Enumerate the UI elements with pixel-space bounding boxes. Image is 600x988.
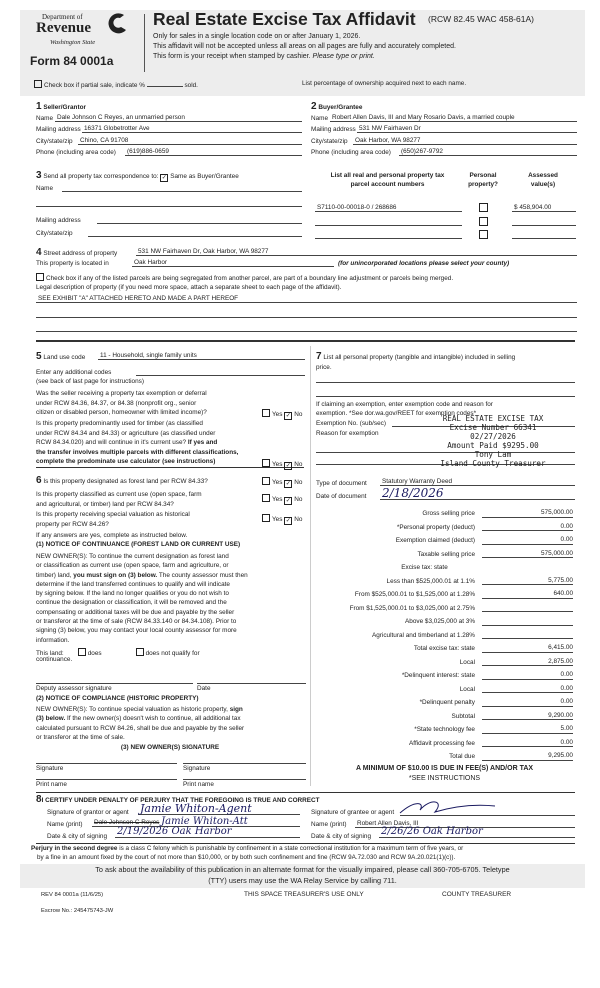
section-divider (36, 843, 575, 844)
print-name-label: Print name (36, 781, 67, 788)
partial-sale-checkbox[interactable] (34, 80, 42, 88)
personal-property-label: List all personal property (tangible and intangible) included in selling (323, 354, 516, 361)
yes-no-answer[interactable] (262, 409, 302, 420)
yes-no-answer[interactable] (262, 477, 302, 488)
property-location-field[interactable]: Oak Harbor (132, 260, 334, 267)
finance-label: Local (459, 658, 475, 666)
intro-line: This affidavit will not be accepted unless all areas on all pages are fully and accurately completed. (153, 43, 456, 50)
yes-label: Yes (272, 411, 283, 418)
buyer-name-field[interactable]: Robert Allen Davis, III and Mary Rosario Davis, a married couple (330, 115, 577, 122)
finance-value-field[interactable]: 0.00 (482, 699, 573, 707)
finance-label: *Personal property (deduct) (396, 523, 475, 531)
no-label: No (294, 479, 303, 486)
finance-value-field[interactable]: 2,875.00 (482, 659, 573, 667)
finance-label: Less than $525,000.01 at 1.1% (386, 577, 475, 585)
finance-value-field[interactable]: 5,775.00 (482, 578, 573, 586)
assessed-header-line: value(s) (530, 180, 556, 188)
buyer-mailing-field[interactable]: 531 NW Fairhaven Dr (357, 126, 577, 133)
state-label: Washington State (50, 39, 96, 46)
assessed-value-field[interactable]: $ 458,904.00 (512, 205, 576, 212)
print-name-label: Print name (183, 781, 214, 788)
no-checkbox[interactable]: ✓ (285, 463, 291, 469)
notice-compliance-title: (2) NOTICE OF COMPLIANCE (HISTORIC PROPERTY) (36, 695, 199, 702)
seller-city-field[interactable]: Chino, CA 91708 (78, 138, 302, 145)
finance-value-field[interactable] (482, 632, 573, 640)
notice-line: NEW OWNER(S): To continue special valuation as historic property, sign (36, 706, 243, 713)
tax-mailing-field[interactable] (97, 217, 302, 224)
partial-percent-field[interactable] (147, 86, 183, 87)
field-label: Mailing address (36, 126, 81, 133)
q-forest: Is this property designated as forest land per RCW 84.33? (43, 478, 208, 485)
doc-date-label: Date of document (316, 493, 367, 500)
finance-value-field[interactable]: 0.00 (482, 686, 573, 694)
buyer-phone-field[interactable]: (650)267-9792 (399, 149, 577, 156)
section-number: 5 (36, 351, 42, 362)
personal-header (463, 172, 503, 190)
tax-name-field-2[interactable] (36, 200, 302, 207)
property-address-field[interactable]: 531 NW Fairhaven Dr, Oak Harbor, WA 98277 (136, 249, 577, 256)
section-title: Buyer/Grantee (318, 104, 363, 111)
parcel-account-field[interactable]: S7110-00-00018-0 / 268686 (315, 205, 462, 212)
grantor-date-label: Date & city of signing (47, 833, 108, 840)
notice-line: compensating or additional taxes will be due and payable by the seller (36, 608, 235, 616)
treasurer-space-label: THIS SPACE TREASURER'S USE ONLY (244, 891, 364, 898)
personal-property-field[interactable] (316, 390, 575, 397)
q-line: RCW 84.34.020) and will continue in it's current use? (36, 439, 187, 447)
field-label: Phone (including area code) (311, 149, 391, 156)
does-not-label: does not qualify for (145, 650, 200, 657)
intro-italic: Please type or print. (312, 53, 375, 60)
finance-value-field[interactable]: 575,000.00 (482, 551, 573, 559)
additional-codes-note: (see back of last page for instructions) (36, 378, 144, 385)
personal-property-field[interactable] (316, 376, 575, 383)
finance-value-field[interactable] (482, 618, 573, 626)
intro-text: This form is your receipt when stamped by cashier. (153, 53, 311, 60)
finance-value-field[interactable]: 9,295.00 (482, 753, 573, 761)
field-label: This property is located in (36, 260, 109, 267)
finance-value-field[interactable]: 0.00 (482, 524, 573, 532)
exemption-note: exemption. *See dor.wa.gov/REET for exemption codes* (316, 410, 477, 417)
does-checkbox[interactable] (78, 648, 86, 656)
see-instructions: *SEE INSTRUCTIONS (408, 775, 481, 782)
notice-line: determine if the land transferred continues to qualify and will indicate (36, 580, 230, 588)
exemption-note: If claiming an exemption, enter exemption code and reason for (316, 401, 493, 408)
section-number: 2 (311, 101, 317, 112)
q-timber (36, 419, 238, 467)
no-label: No (294, 516, 303, 523)
alt-format-note-2: (TTY) users may use the WA Relay Service by calling 711. (208, 876, 397, 885)
finance-label: *State technology fee (414, 726, 475, 733)
field-label: Phone (including area code) (36, 149, 116, 156)
finance-label: Subtotal (451, 712, 475, 720)
finance-label: Taxable selling price (417, 550, 475, 558)
finance-value-field[interactable]: 640.00 (482, 591, 573, 599)
doc-date-field[interactable]: 2/18/2026 (380, 487, 575, 500)
assessed-header (512, 172, 574, 190)
yes-no-answer[interactable] (262, 494, 302, 505)
grantee-signature-field[interactable] (400, 809, 575, 816)
yes-label: Yes (272, 496, 283, 503)
field-label: Mailing address (36, 217, 81, 224)
rcw-ref: (RCW 82.45 WAC 458-61A) (428, 14, 534, 24)
notice-line: or transferor at the time of sale (RCW 84.33.140 or 84.34.108). Prior to (36, 617, 237, 625)
field-label: Land use code (43, 354, 86, 361)
yes-checkbox[interactable] (262, 459, 270, 467)
grantor-name-handwritten: Jamie Whiton-Att (161, 816, 248, 827)
form-number: Form 84 0001a (30, 54, 114, 68)
seller-phone-field[interactable]: (619)886-0659 (125, 149, 302, 156)
field-label: Name (36, 115, 54, 122)
revision-label: REV 84 0001a (11/6/25) (41, 892, 104, 898)
notice-line: by signing below. If the land no longer qualifies or you do not wish to (36, 590, 229, 598)
seller-mailing-field[interactable]: 16371 Globetrotter Ave (82, 126, 302, 133)
if-any-note: If any answers are yes, complete as instructed below. (36, 532, 188, 539)
ownership-note: List percentage of ownership acquired next to each name. (302, 80, 467, 87)
seller-name-field[interactable]: Dale Johnson C Reyes, an unmarried person (55, 115, 302, 122)
section-title: Seller/Grantor (43, 104, 86, 111)
field-label: City/state/zip (311, 138, 348, 145)
q-line: citizen or disabled person, homeowner with limited income)? (36, 409, 207, 417)
q-line: Was the seller receiving a property tax exemption or deferral (36, 390, 207, 397)
personal-property-checkbox[interactable] (479, 230, 490, 240)
new-owner-signature-title: (3) NEW OWNER(S) SIGNATURE (120, 744, 220, 751)
grantor-date-city-field[interactable]: 2/19/2026 Oak Harbor (115, 827, 300, 838)
finance-value-field[interactable] (482, 605, 573, 613)
no-label: No (294, 496, 303, 503)
no-checkbox[interactable]: ✓ (285, 413, 291, 419)
finance-label: From $525,000.01 to $1,525,000 at 1.28% (354, 591, 475, 598)
q-line: under RCW 84.34 and 84.33) or agriculture (as classified under (36, 429, 216, 437)
grantor-name-label: Name (print) (47, 821, 83, 828)
grantee-name-label: Name (print) (311, 821, 347, 828)
finance-value-field[interactable]: 0.00 (482, 537, 573, 545)
signature-label: Signature (36, 765, 64, 772)
deputy-signature-field[interactable] (36, 677, 193, 684)
notice-line: NEW OWNER(S): To continue the current designation as forest land (36, 553, 229, 560)
tax-name-field[interactable] (62, 185, 302, 192)
assessed-header-line: Assessed (528, 172, 558, 179)
grantor-signature-label: Signature of grantor or agent (47, 809, 129, 816)
finance-label: Exemption claimed (deduct) (395, 537, 475, 544)
grantee-name-field[interactable]: Robert Allen Davis, III (355, 821, 575, 828)
personal-property-checkbox[interactable] (479, 217, 490, 227)
finance-label: Total excise tax: state (413, 645, 475, 652)
dept-label: Department of (42, 13, 83, 21)
tax-city-field[interactable] (88, 230, 302, 237)
county-treasurer-label: COUNTY TREASURER (442, 891, 512, 898)
form-title: Real Estate Excise Tax Affidavit (153, 9, 416, 29)
grantee-date-label: Date & city of signing (311, 833, 372, 840)
field-label: City/state/zip (36, 230, 73, 237)
finance-value-field[interactable]: 9,290.00 (482, 713, 573, 721)
no-label: No (294, 411, 303, 418)
stamp-line: Tony Lam (474, 450, 512, 459)
q-current-use (36, 490, 202, 509)
notice-line: continue the designation or classification, it will be removed and the (36, 599, 227, 607)
notice-line: or transferor at the time of sale. (36, 733, 125, 741)
assessed-value-field[interactable] (512, 232, 576, 239)
yes-label: Yes (272, 461, 283, 468)
section-number: 4 (36, 247, 42, 258)
partial-sale-row (34, 80, 198, 89)
finance-label: Gross selling price (422, 510, 475, 517)
date-label: Date (197, 685, 211, 692)
notice-line: calculated pursuant to RCW 84.26, shall be due and payable by the seller (36, 724, 245, 732)
notice-line: timber) land, you must sign on (3) below. The county assessor must then (36, 571, 248, 579)
finance-value-field[interactable]: 6,415.00 (482, 645, 573, 653)
finance-label: Above $3,025,000 at 3% (405, 618, 475, 625)
section-number: 8 (36, 794, 42, 805)
finance-label: Local (459, 685, 475, 693)
section-number: 7 (316, 351, 322, 362)
exemption-reason-label: Reason for exemption (316, 430, 379, 437)
stamp-line: Excise Number 66341 (449, 423, 537, 432)
partial-label: Check box if partial sale, indicate % (44, 82, 145, 89)
personal-property-label-2: price. (316, 364, 332, 371)
same-as-buyer-checkbox[interactable]: ✓ (161, 175, 167, 181)
parcel-header (315, 172, 460, 190)
yes-label: Yes (272, 516, 283, 523)
q-bold: complete the predominate use calculator (see instructions) (36, 458, 216, 466)
finance-label: *Delinquent penalty (419, 699, 475, 706)
yes-checkbox[interactable] (262, 494, 270, 502)
perjury-bold: Perjury in the second degree (31, 845, 118, 852)
q-line: Is this property predominantly used for timber (as classified (36, 420, 203, 427)
yes-label: Yes (272, 479, 283, 486)
field-label: City/state/zip (36, 138, 73, 145)
parcel-account-field[interactable] (315, 219, 462, 226)
segregation-label: Check box if any of the listed parcels are being segregated from another parcel, are part of a boundary line adjustment or parcels being merged. (46, 275, 454, 282)
intro-line (153, 53, 375, 60)
yes-no-answer[interactable] (262, 514, 302, 525)
field-label: Name (311, 115, 329, 122)
field-label: Name (36, 185, 54, 192)
q-line: Is this property receiving special valuation as historical (36, 511, 190, 518)
yes-checkbox[interactable] (262, 477, 270, 485)
finance-value-field[interactable]: 5.00 (482, 726, 573, 734)
owner-signature-field[interactable] (36, 757, 177, 764)
field-label: Street address of property (43, 250, 118, 257)
section-number: 1 (36, 101, 42, 112)
q-bold: the transfer involves multiple parcels with different classifications, (36, 448, 239, 456)
parcel-account-field[interactable] (315, 232, 462, 239)
grantee-date-city-field[interactable]: 2/26/26 Oak Harbor (379, 827, 575, 838)
stamp-line: REAL ESTATE EXCISE TAX (442, 414, 544, 423)
no-checkbox[interactable]: ✓ (285, 481, 291, 487)
personal-header-line: property? (468, 180, 498, 188)
q-bold: If yes and (187, 439, 218, 447)
doc-type-label: Type of document (316, 480, 367, 487)
no-checkbox[interactable]: ✓ (285, 518, 291, 524)
additional-codes-field[interactable] (136, 369, 305, 376)
deputy-date-field[interactable] (197, 677, 306, 684)
column-divider (310, 346, 311, 786)
this-land-label: This land: (36, 650, 64, 657)
section-number: 3 (36, 170, 42, 181)
notice-line: information. (36, 636, 70, 644)
same-as-buyer-label: Same as Buyer/Grantee (170, 173, 239, 180)
no-checkbox[interactable]: ✓ (285, 498, 291, 504)
q-line: property per RCW 84.26? (36, 520, 109, 528)
grantee-signature-label: Signature of grantee or agent (311, 809, 395, 816)
certify-title: I CERTIFY UNDER PENALTY OF PERJURY THAT THE FOREGOING IS TRUE AND CORRECT (41, 797, 320, 804)
notice-line: or classification as current use (open space, farm and agriculture, or (36, 562, 229, 570)
does-not-checkbox[interactable] (136, 648, 144, 656)
field-label: Enter any additional codes (36, 369, 112, 376)
intro-line: Only for sales in a single location code on or after January 1, 2026. (153, 33, 361, 40)
legal-description-line[interactable] (36, 311, 577, 318)
q-line: Is this property classified as current use (open space, farm (36, 491, 202, 498)
finance-label: Excise tax: state (401, 564, 448, 571)
dor-logo-icon (104, 10, 130, 36)
owner-print-field[interactable] (36, 773, 177, 780)
land-use-code-field[interactable]: 11 - Household, single family units (98, 353, 305, 360)
section-divider (36, 792, 575, 793)
legal-description-label: Legal description of property (if you need more space, attach a separate sheet to each page of the affidavit). (36, 284, 342, 291)
yes-no-answer[interactable] (262, 459, 302, 470)
stamp-line: 02/27/2026 (470, 432, 516, 441)
personal-property-checkbox[interactable] (479, 203, 490, 213)
perjury-text: is a class C felony which is punishable by confinement in a state correctional institution for a maximum term of five years, or (119, 845, 464, 852)
finance-label: *Delinquent interest: state (401, 672, 475, 679)
escrow-number: Escrow No.: 245475743-JW (41, 908, 114, 914)
sold-label: sold. (184, 82, 198, 89)
minimum-due-note: A MINIMUM OF $10.00 IS DUE IN FEE(S) AND/OR TAX (355, 765, 534, 772)
perjury-text-2: by a fine in an amount fixed by the court of not more than $10,000, or by both such confinement and fine (RCW 9A.72.030 and RCW 9A.20.021(1)(c)). (37, 854, 456, 861)
finance-label: Total due (449, 753, 475, 760)
q-line: and agricultural, or timber) land per RCW 84.34? (36, 500, 174, 508)
yes-checkbox[interactable] (262, 409, 270, 417)
buyer-city-field[interactable]: Oak Harbor, WA 98277 (353, 138, 577, 145)
notice-continuance-text (36, 552, 248, 645)
q-exemption (36, 389, 207, 418)
owner-print-field[interactable] (183, 773, 306, 780)
section-number: 6 (36, 475, 42, 486)
notice-line: signing (3) below, you may contact your local county assessor for more (36, 627, 237, 635)
signature-label: Signature (183, 765, 211, 772)
section-text: Send all property tax correspondence to: (43, 173, 159, 180)
does-label: does (87, 650, 102, 657)
exemption-no-label: Exemption No. (sub/sec) (316, 420, 386, 427)
no-label: No (294, 461, 303, 468)
q-line: under RCW 84.36, 84.37, or 84.38 (nonprofit org., senior (36, 399, 197, 407)
parcel-header-line: List all real and personal property tax (330, 172, 445, 179)
stamp-line: Amount Paid $9295.00 (447, 441, 539, 450)
alt-format-note: To ask about the availability of this publication in an alternate format for the visually impaired, please call 360-705-6705. Teletype (95, 865, 510, 874)
header-divider (144, 14, 145, 72)
deputy-label: Deputy assessor signature (36, 685, 112, 692)
doc-type-field[interactable]: Statutory Warranty Deed (380, 479, 575, 486)
revenue-logo-text: Revenue (36, 20, 91, 36)
location-note: (for unincorporated locations please select your county) (338, 260, 510, 267)
notice-continuance-title: (1) NOTICE OF CONTINUANCE (FOREST LAND OR CURRENT USE) (36, 541, 241, 548)
finance-value-field[interactable]: 0.00 (482, 740, 573, 748)
notice-compliance-text (36, 705, 244, 742)
owner-signature-field[interactable] (183, 757, 306, 764)
notice-line: (3) below. If the new owner(s) doesn't wish to continue, all additional tax (36, 715, 241, 723)
q-historic (36, 510, 190, 529)
finance-label: Agricultural and timberland at 1.28% (371, 631, 475, 639)
section-divider (36, 340, 575, 342)
legal-description-line[interactable] (36, 325, 577, 332)
finance-label: From $1,525,000.01 to $3,025,000 at 2.75% (349, 604, 475, 612)
yes-checkbox[interactable] (262, 514, 270, 522)
parcel-header-line: parcel account numbers (350, 180, 425, 188)
grantor-signature-field[interactable]: Jamie Whiton-Agent (138, 803, 300, 815)
finance-label: Affidavit processing fee (409, 739, 475, 747)
assessed-value-field[interactable] (512, 219, 576, 226)
grantor-name-struck: Dale Johnson C Reyes (94, 819, 160, 826)
finance-value-field[interactable]: 0.00 (482, 672, 573, 680)
continuance-label: continuance. (36, 656, 73, 663)
finance-value-field[interactable]: 575,000.00 (482, 510, 573, 518)
legal-description-field[interactable]: SEE EXHIBIT "A" ATTACHED HERETO AND MADE A PART HEREOF (36, 296, 577, 303)
personal-header-line: Personal (469, 172, 497, 179)
stamp-line: Island County Treasurer (440, 459, 546, 468)
field-label: Mailing address (311, 126, 356, 133)
segregation-checkbox[interactable] (36, 273, 44, 281)
